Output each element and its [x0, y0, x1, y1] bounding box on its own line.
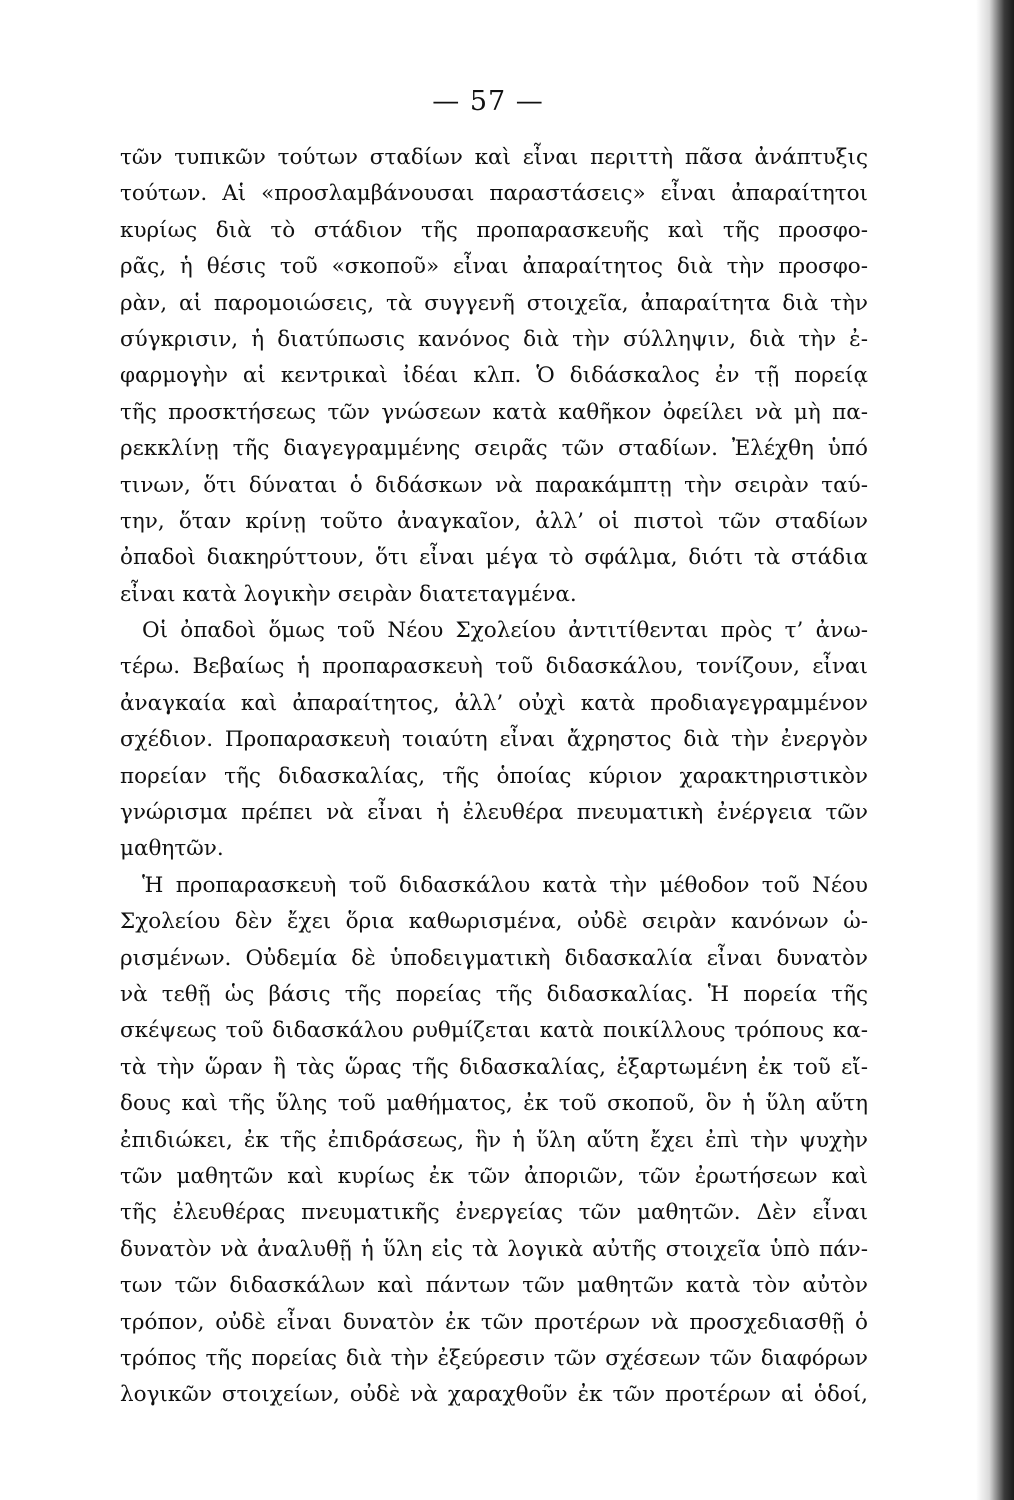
text-line: τινων, ὅτι δύναται ὁ διδάσκων νὰ παρακάμπτῃ τὴν σειρὰν ταύ-	[120, 472, 868, 498]
text-line: δους καὶ τῆς ὕλης τοῦ μαθήματος, ἐκ τοῦ σκοποῦ, ὃν ἡ ὕλη αὕτη	[120, 1091, 868, 1117]
text-line: ἐπιδιώκει, ἐκ τῆς ἐπιδράσεως, ἣν ἡ ὕλη αὕτη ἔχει ἐπὶ τὴν ψυχὴν	[120, 1127, 868, 1153]
text-line: ρᾶς, ἡ θέσις τοῦ «σκοποῦ» εἶναι ἀπαραίτητος διὰ τὴν προσφο-	[120, 254, 868, 280]
page-edge-shadow	[976, 0, 1014, 1500]
text-line: δυνατὸν νὰ ἀναλυθῇ ἡ ὕλη εἰς τὰ λογικὰ αὐτῆς στοιχεῖα ὑπὸ πάν-	[120, 1236, 868, 1262]
text-line: γνώρισμα πρέπει νὰ εἶναι ἡ ἐλευθέρα πνευματικὴ ἐνέργεια τῶν	[120, 800, 868, 826]
text-line: τῶν μαθητῶν καὶ κυρίως ἐκ τῶν ἀποριῶν, τῶν ἐρωτήσεων καὶ	[120, 1163, 868, 1189]
text-line: ὀπαδοὶ διακηρύττουν, ὅτι εἶναι μέγα τὸ σφάλμα, διότι τὰ στάδια	[120, 545, 868, 571]
text-line: τὰ τὴν ὥραν ἢ τὰς ὥρας τῆς διδασκαλίας, ἐξαρτωμένη ἐκ τοῦ εἴ-	[120, 1054, 868, 1080]
text-line: ἀναγκαία καὶ ἀπαραίτητος, ἀλλ’ οὐχὶ κατὰ προδιαγεγραμμένον	[120, 690, 868, 716]
text-line: τρόπον, οὐδὲ εἶναι δυνατὸν ἐκ τῶν προτέρων νὰ προσχεδιασθῇ ὁ	[120, 1309, 868, 1335]
text-line: την, ὅταν κρίνῃ τοῦτο ἀναγκαῖον, ἀλλ’ οἱ πιστοὶ τῶν σταδίων	[120, 508, 868, 534]
text-line: φαρμογὴν αἱ κεντρικαὶ ἰδέαι κλπ. Ὁ διδάσκαλος ἐν τῇ πορείᾳ	[120, 363, 868, 389]
text-line: κυρίως διὰ τὸ στάδιον τῆς προπαρασκευῆς καὶ τῆς προσφο-	[120, 217, 868, 243]
paragraph-start-line: Ἡ προπαρασκευὴ τοῦ διδασκάλου κατὰ τὴν μέθοδον τοῦ Νέου	[142, 872, 868, 898]
text-line: τῶν τυπικῶν τούτων σταδίων καὶ εἶναι περιττὴ πᾶσα ἀνάπτυξις	[120, 145, 868, 170]
text-line: τῆς προσκτήσεως τῶν γνώσεων κατὰ καθῆκον ὀφείλει νὰ μὴ πα-	[120, 399, 868, 425]
text-line: τῆς ἐλευθέρας πνευματικῆς ἐνεργείας τῶν μαθητῶν. Δὲν εἶναι	[120, 1200, 868, 1226]
text-line: νὰ τεθῇ ὡς βάσις τῆς πορείας τῆς διδασκαλίας. Ἡ πορεία τῆς	[120, 981, 868, 1007]
text-line: σχέδιον. Προπαρασκευὴ τοιαύτη εἶναι ἄχρηστος διὰ τὴν ἐνεργὸν	[120, 727, 868, 753]
text-line: των τῶν διδασκάλων καὶ πάντων τῶν μαθητῶν κατὰ τὸν αὐτὸν	[120, 1273, 868, 1299]
paragraph-start-line: Οἱ ὀπαδοὶ ὅμως τοῦ Νέου Σχολείου ἀντιτίθενται πρὸς τ’ ἀνω-	[142, 618, 868, 644]
text-line: σύγκρισιν, ἡ διατύπωσις κανόνος διὰ τὴν σύλληψιν, διὰ τὴν ἐ-	[120, 326, 868, 352]
text-line: πορείαν τῆς διδασκαλίας, τῆς ὁποίας κύριον χαρακτηριστικὸν	[120, 763, 868, 789]
paragraph-end-line: εἶναι κατὰ λογικὴν σειρὰν διατεταγμένα.	[120, 581, 577, 607]
text-line: ρισμένων. Οὐδεμία δὲ ὑποδειγματικὴ διδασκαλία εἶναι δυνατὸν	[120, 945, 868, 971]
text-line: τέρω. Βεβαίως ἡ προπαρασκευὴ τοῦ διδασκάλου, τονίζουν, εἶναι	[120, 654, 868, 680]
text-line: τούτων. Αἱ «προσλαμβάνουσαι παραστάσεις» εἶναι ἀπαραίτητοι	[120, 181, 868, 207]
text-line: Σχολείου δὲν ἔχει ὅρια καθωρισμένα, οὐδὲ σειρὰν κανόνων ὡ-	[120, 909, 868, 935]
body-text	[120, 140, 868, 1414]
page-number: — 57 —	[432, 86, 544, 117]
text-line: λογικῶν στοιχείων, οὐδὲ νὰ χαραχθοῦν ἐκ τῶν προτέρων αἱ ὁδοί,	[120, 1382, 868, 1408]
text-line: ρὰν, αἱ παρομοιώσεις, τὰ συγγενῆ στοιχεῖα, ἀπαραίτητα διὰ τὴν	[120, 290, 868, 316]
text-line: σκέψεως τοῦ διδασκάλου ρυθμίζεται κατὰ ποικίλλους τρόπους κα-	[120, 1018, 868, 1044]
text-line: ρεκκλίνῃ τῆς διαγεγραμμένης σειρᾶς τῶν σταδίων. Ἐλέχθη ὑπό	[120, 436, 868, 462]
paragraph-end-line: μαθητῶν.	[120, 836, 224, 862]
text-line: τρόπος τῆς πορείας διὰ τὴν ἐξεύρεσιν τῶν σχέσεων τῶν διαφόρων	[120, 1345, 868, 1371]
